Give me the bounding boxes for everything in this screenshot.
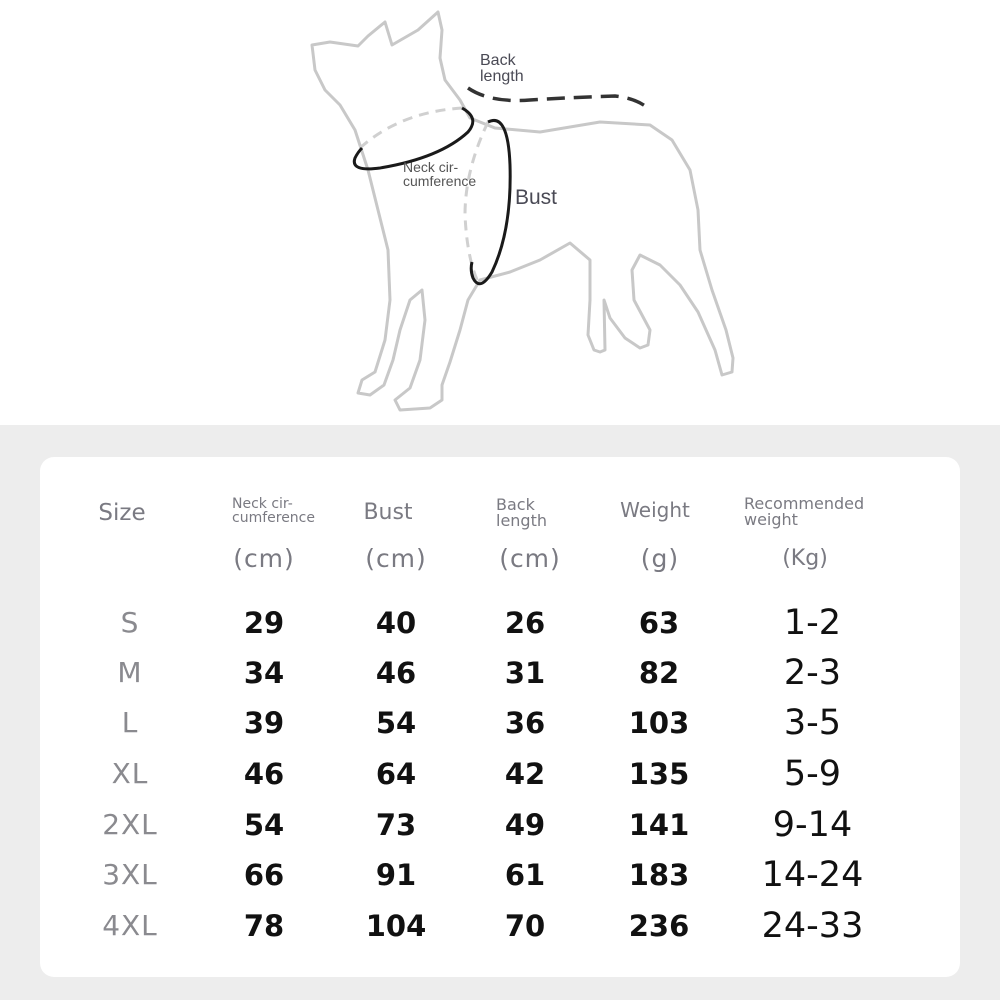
table-row	[0, 598, 1000, 648]
cell-weight: 141	[628, 808, 690, 842]
unit-bust: (cm)	[365, 544, 427, 573]
cell-recommended-weight: 2-3	[783, 653, 842, 693]
cell-weight: 135	[628, 757, 690, 791]
header-back-length: Back length	[496, 495, 547, 530]
cell-back-length: 31	[504, 656, 546, 690]
cell-back-length: 49	[504, 808, 546, 842]
cell-bust: 104	[365, 909, 427, 943]
back-length-line	[468, 88, 648, 108]
cell-recommended-weight: 3-5	[783, 703, 842, 743]
cell-size: 3XL	[102, 858, 158, 891]
header-bust: Bust	[363, 500, 413, 525]
table-row	[0, 749, 1000, 799]
cell-neck: 46	[243, 757, 285, 791]
table-row	[0, 800, 1000, 850]
cell-back-length: 42	[504, 757, 546, 791]
header-recommended-weight: Recommended weight	[744, 494, 865, 529]
header-weight: Weight	[620, 498, 690, 522]
cell-back-length: 36	[504, 706, 546, 740]
cell-weight: 82	[638, 656, 680, 690]
cell-recommended-weight: 24-33	[761, 906, 864, 946]
cell-bust: 73	[375, 808, 417, 842]
cell-bust: 64	[375, 757, 417, 791]
dog-measurement-diagram	[0, 0, 1000, 425]
cell-neck: 78	[243, 909, 285, 943]
header-neck: Neck cir- cumference	[232, 496, 315, 526]
cell-neck: 29	[243, 606, 285, 640]
table-row	[0, 648, 1000, 698]
cell-weight: 63	[638, 606, 680, 640]
cell-bust: 91	[375, 858, 417, 892]
cell-recommended-weight: 14-24	[761, 855, 864, 895]
bust-label: Bust	[515, 186, 558, 209]
cell-neck: 66	[243, 858, 285, 892]
unit-recommended-weight: (Kg)	[782, 546, 828, 571]
cell-recommended-weight: 5-9	[783, 754, 842, 794]
cell-weight: 236	[628, 909, 690, 943]
table-row	[0, 850, 1000, 900]
cell-back-length: 61	[504, 858, 546, 892]
cell-back-length: 70	[504, 909, 546, 943]
table-row	[0, 901, 1000, 951]
cell-bust: 46	[375, 656, 417, 690]
neck-circle-back	[360, 108, 462, 148]
unit-neck: (cm)	[233, 544, 295, 573]
cell-size: XL	[111, 757, 149, 790]
bust-circle-back	[465, 122, 488, 282]
table-row	[0, 698, 1000, 748]
cell-weight: 183	[628, 858, 690, 892]
cell-size: M	[117, 656, 143, 689]
unit-weight: (g)	[640, 544, 680, 573]
cell-back-length: 26	[504, 606, 546, 640]
back-length-label: Back length	[480, 52, 524, 85]
cell-recommended-weight: 9-14	[772, 805, 853, 845]
cell-size: L	[121, 706, 139, 739]
cell-bust: 54	[375, 706, 417, 740]
cell-recommended-weight: 1-2	[783, 603, 842, 643]
cell-neck: 54	[243, 808, 285, 842]
unit-back-length: (cm)	[499, 544, 561, 573]
cell-bust: 40	[375, 606, 417, 640]
cell-neck: 39	[243, 706, 285, 740]
cell-size: 4XL	[102, 909, 158, 942]
cell-size: S	[120, 606, 140, 639]
neck-circumference-label: Neck cir- cumference	[403, 159, 477, 189]
header-size: Size	[98, 500, 146, 526]
cell-weight: 103	[628, 706, 690, 740]
cell-neck: 34	[243, 656, 285, 690]
cell-size: 2XL	[102, 808, 158, 841]
